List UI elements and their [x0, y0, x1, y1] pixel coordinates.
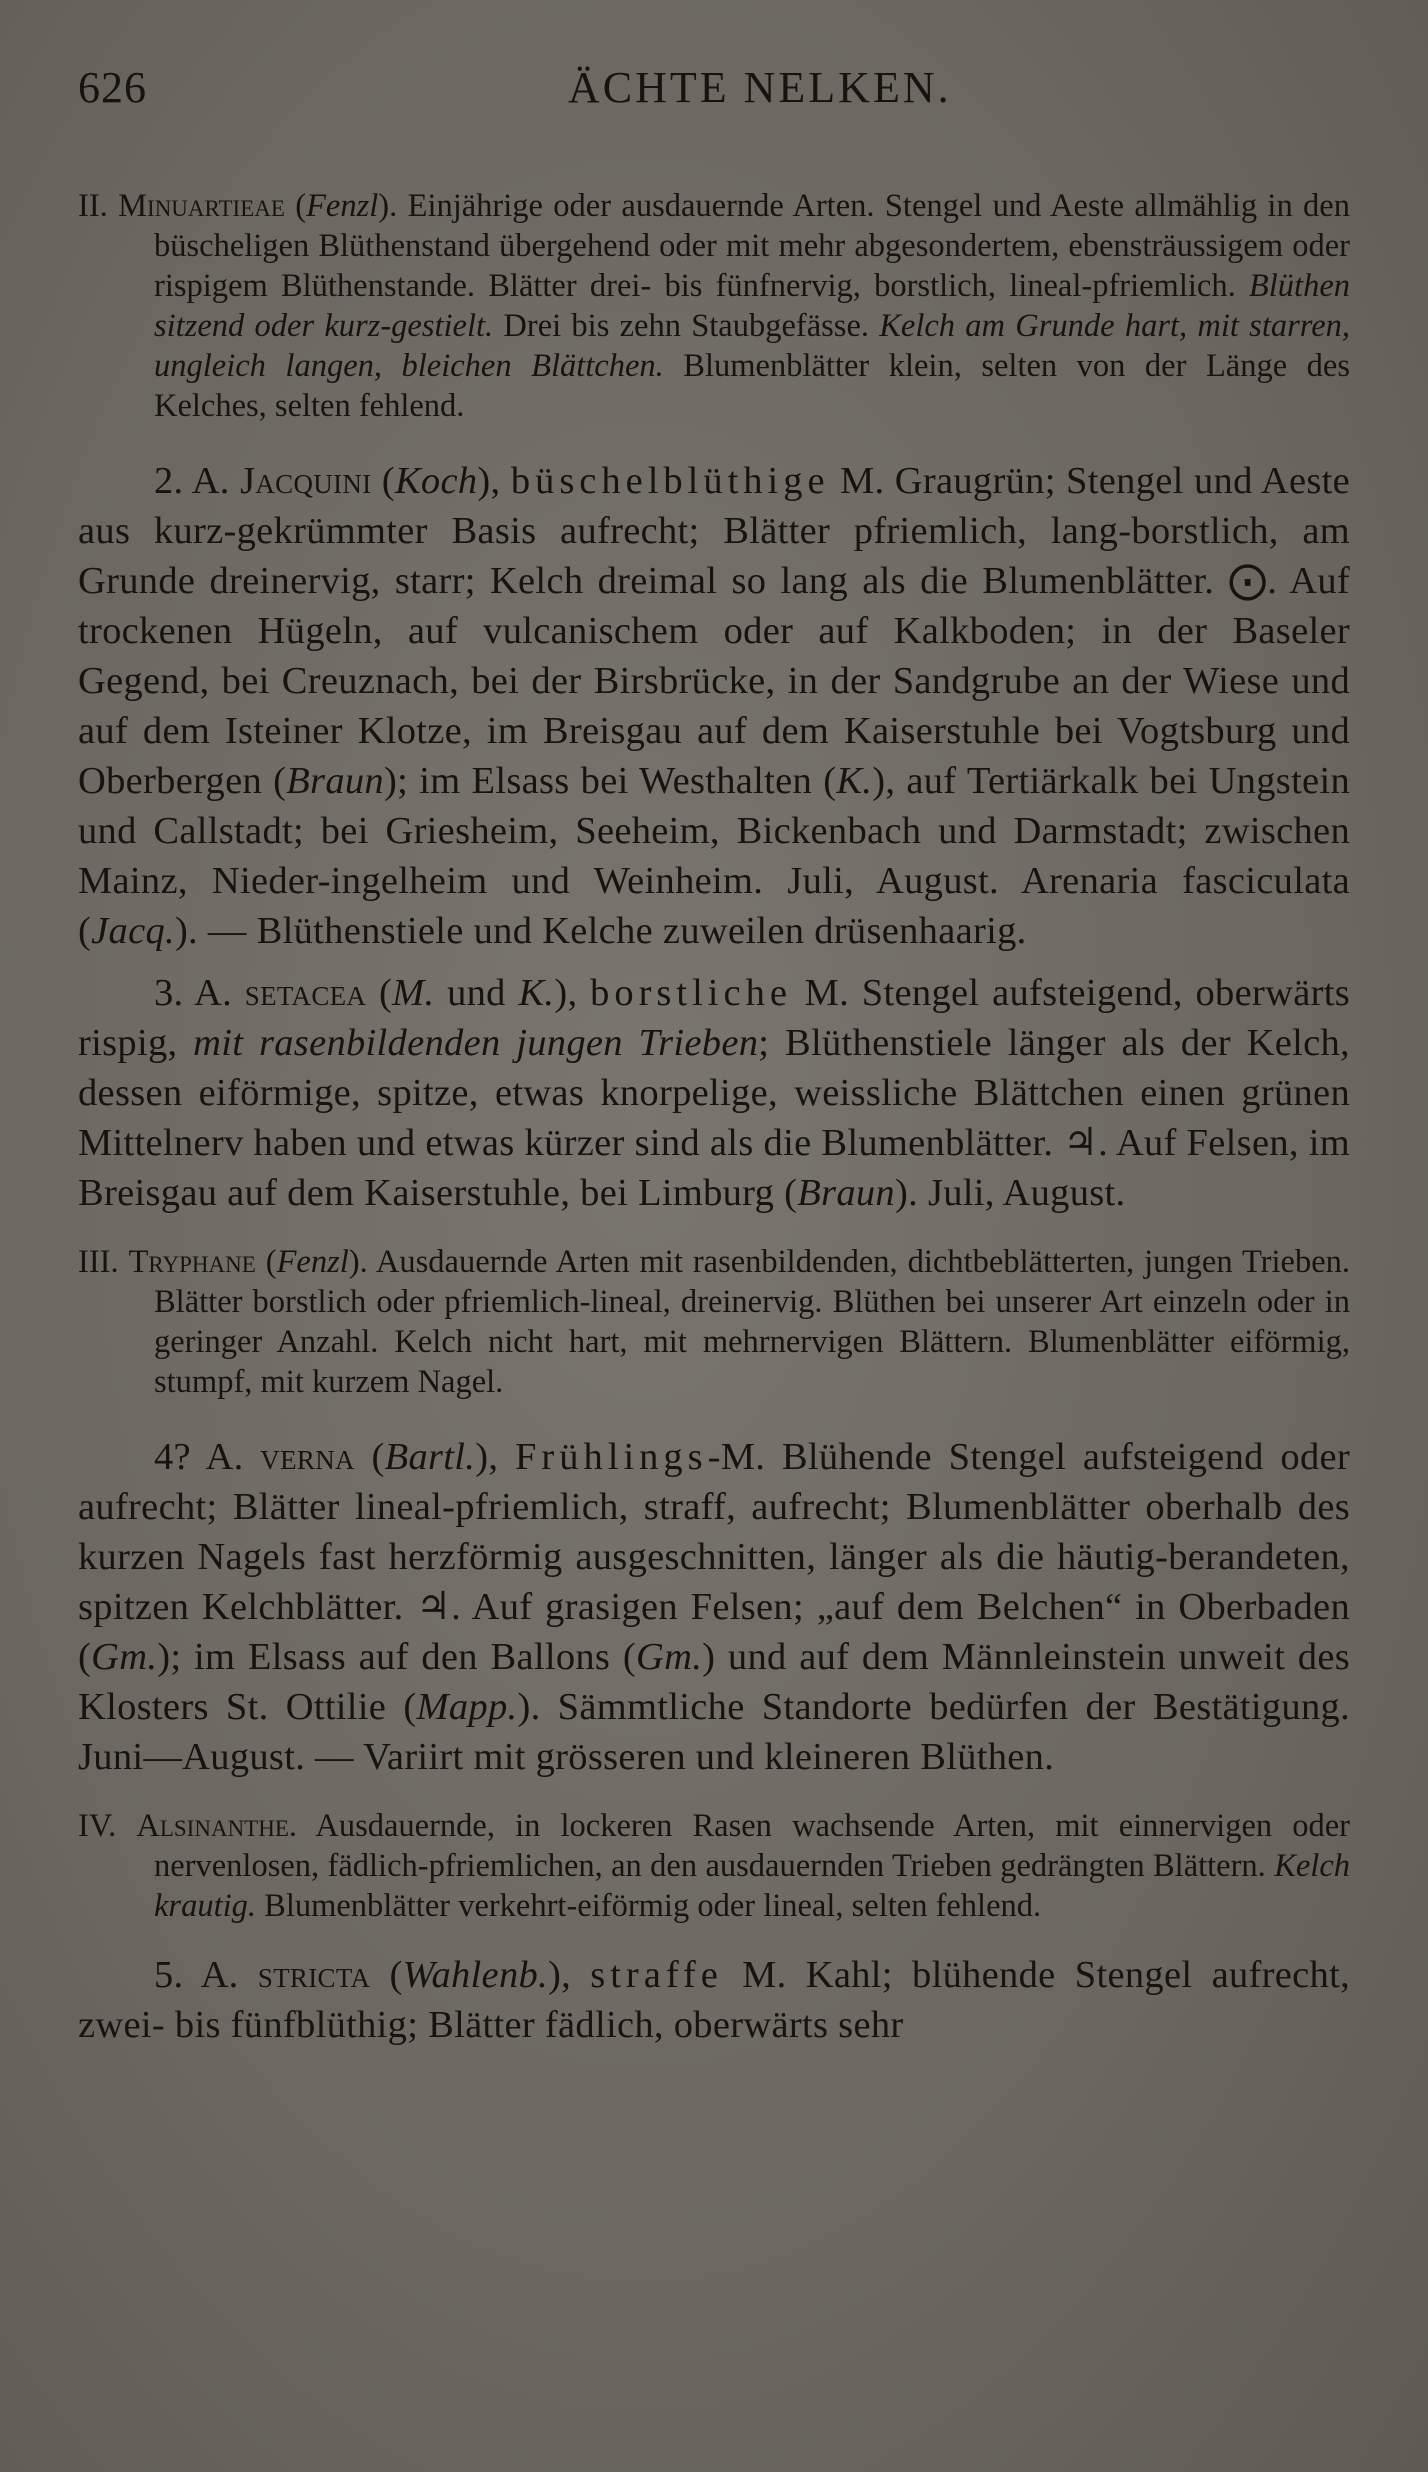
- citation: Gm.: [91, 1636, 158, 1678]
- paren: ),: [547, 1954, 591, 1996]
- author: Fenzl: [276, 1244, 349, 1280]
- species-number: 4? A.: [154, 1436, 261, 1478]
- conjunction: und: [434, 972, 519, 1014]
- species-text: ) und auf dem Männleinstein unweit des Klosters St. Ottilie (: [78, 1636, 1350, 1728]
- section-italic: Kelch am Grunde hart, mit starren, ungleich langen, bleichen Blättchen.: [154, 308, 1350, 384]
- section-tryphane: [78, 1242, 1350, 1402]
- paren: (: [371, 460, 395, 502]
- paren: ).: [378, 188, 408, 224]
- section-italic: Blüthen sitzend oder kurz-gestielt.: [154, 268, 1350, 344]
- species-text: M. Graugrün; Stengel und Aeste aus kurz-gekrümmter Basis aufrecht; Blätter pfriemlich, lang-borstlich, am Grunde dreinervig, starr; Kelch dreimal so lang als die Blumenblätter. ⨀. Auf trockenen Hügeln, auf vulcanischem oder auf Kalkboden; in der Baseler Gegend, bei Creuznach, bei der Birsbrücke, in der Sandgrube an der Wiese und auf dem Isteiner Klotze, im Breisgau auf dem Kaiserstuhle bei Vogtsburg und Oberbergen (: [78, 460, 1351, 802]
- section-text: Einjährige oder ausdauernde Arten. Stengel und Aeste allmählig in den büscheligen Blüthenstand übergehend oder mit mehr abgesondertem, ebensträussigem oder rispigem Blüthenstande. Blätter drei- bis fünfnervig, borstlich, lineal-pfriemlich.: [154, 188, 1350, 304]
- species-number: 2. A.: [154, 460, 241, 502]
- section-minuartieae: [78, 186, 1350, 426]
- common-name: büschelblüthige: [510, 460, 830, 502]
- author: M.: [392, 972, 435, 1014]
- paren: ),: [475, 1436, 516, 1478]
- citation: Braun: [286, 760, 384, 802]
- species-name: setacea: [244, 972, 367, 1014]
- citation: K.: [836, 760, 873, 802]
- species-text: M. Stengel aufsteigend, oberwärts rispig,: [78, 972, 1350, 1064]
- section-text: Ausdauernde Arten mit rasenbildenden, dichtbeblätterten, jungen Trieben. Blätter borstlich oder pfriemlich-lineal, dreinervig. Blüthen bei unserer Art einzeln oder in geringer Anzahl. Kelch nicht hart, mit mehrnervigen Blättern. Blumenblätter eiförmig, stumpf, mit kurzem Nagel.: [154, 1244, 1350, 1400]
- citation: Gm.: [635, 1636, 703, 1678]
- section-alsinanthe: [78, 1806, 1350, 1926]
- species-text: -M. Blühende Stengel aufsteigend oder aufrecht; Blätter lineal-pfriemlich, straff, aufrecht; Blumenblätter oberhalb des kurzen Nagels fast herzförmig ausgeschnitten, länger als die häutig-berandeten, spitzen Kelchblätter. ♃. Auf grasigen Felsen; „auf dem Belchen“ in Oberbaden (: [78, 1436, 1351, 1678]
- common-name: Frühlings: [515, 1436, 708, 1478]
- species-text: ); im Elsass bei Westhalten (: [383, 760, 837, 802]
- section-number: IV.: [78, 1808, 117, 1844]
- author: K.: [518, 972, 555, 1014]
- paren: ),: [554, 972, 591, 1014]
- paren: (: [284, 188, 307, 224]
- section-number: II.: [78, 188, 108, 224]
- paren: (: [366, 972, 393, 1014]
- running-title: ÄCHTE NELKEN.: [568, 63, 952, 112]
- citation: Jacq.: [91, 910, 175, 952]
- common-name: borstliche: [590, 972, 792, 1014]
- author: Fenzl: [306, 188, 379, 224]
- paren: (: [354, 1436, 385, 1478]
- paren: (: [255, 1244, 277, 1280]
- paren: (: [370, 1954, 403, 1996]
- species-number: 5. A.: [154, 1954, 258, 1996]
- common-name: straffe: [590, 1954, 723, 1996]
- section-text: Drei bis zehn Staubgefässe.: [493, 308, 880, 344]
- species-text: ); im Elsass auf den Ballons (: [157, 1636, 636, 1678]
- species-stricta: [78, 1950, 1350, 2050]
- species-text: ). Sämmtliche Standorte bedürfen der Bestätigung. Juni—August. — Variirt mit grösseren und kleineren Blüthen.: [78, 1686, 1350, 1778]
- section-name: Minuartieae: [118, 188, 285, 224]
- page-header: [78, 62, 1358, 122]
- citation: Mapp.: [416, 1686, 518, 1728]
- species-text: ; Blüthenstiele länger als der Kelch, dessen eiförmige, spitze, etwas knorpelige, weissliche Blättchen einen grünen Mittelnerv haben und etwas kürzer sind als die Blumenblätter. ♃. Auf Felsen, im Breisgau auf dem Kaiserstuhle, bei Limburg (: [78, 1022, 1350, 1214]
- species-text: ). Juli, August.: [894, 1172, 1126, 1214]
- section-name: Tryphane: [128, 1244, 256, 1280]
- species-verna: [78, 1432, 1350, 1782]
- section-number: III.: [78, 1244, 119, 1280]
- citation: Braun: [797, 1172, 895, 1214]
- section-italic: Kelch krautig.: [154, 1848, 1350, 1924]
- page-number: 626: [78, 63, 147, 112]
- species-setacea: [78, 968, 1350, 1218]
- species-number: 3. A.: [154, 972, 245, 1014]
- species-name: Jacquini: [240, 460, 372, 502]
- author: Bartl.: [384, 1436, 476, 1478]
- paren: ).: [348, 1244, 376, 1280]
- section-text: Blumenblätter verkehrt-eiförmig oder lineal, selten fehlend.: [256, 1888, 1042, 1924]
- section-text: Blumenblätter klein, selten von der Länge des Kelches, selten fehlend.: [154, 348, 1350, 424]
- species-text: ). — Blüthenstiele und Kelche zuweilen drüsenhaarig.: [174, 910, 1027, 952]
- species-name: stricta: [257, 1954, 371, 1996]
- species-jacquini: [78, 456, 1350, 956]
- italic-phrase: mit rasenbildenden jungen Trieben: [193, 1022, 759, 1064]
- author: Koch: [394, 460, 478, 502]
- page-body: [78, 186, 1350, 2062]
- paren: ),: [477, 460, 511, 502]
- species-text: M. Kahl; blühende Stengel aufrecht, zwei- bis fünfblüthig; Blätter fädlich, oberwärts sehr: [78, 1954, 1350, 2046]
- author: Wahlenb.: [402, 1954, 548, 1996]
- section-text: Ausdauernde, in lockeren Rasen wachsende Arten, mit einnervigen oder nervenlosen, fädlich-pfriemlichen, an den ausdauernden Trieben gedrängten Blättern.: [154, 1808, 1350, 1884]
- species-text: ), auf Tertiärkalk bei Ungstein und Callstadt; bei Griesheim, Seeheim, Bickenbach und Darmstadt; zwischen Mainz, Nieder-ingelheim und Weinheim. Juli, August. Arenaria fasciculata (: [78, 760, 1350, 952]
- section-name: Alsinanthe.: [136, 1808, 298, 1844]
- species-name: verna: [260, 1436, 355, 1478]
